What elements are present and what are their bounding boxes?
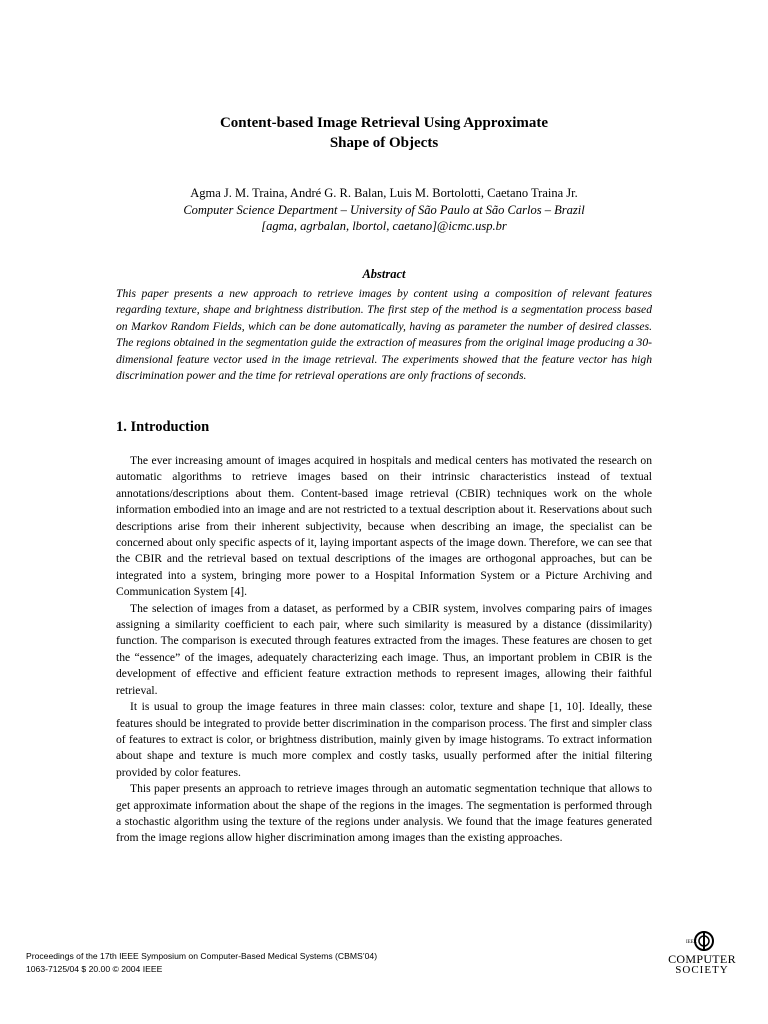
logo-line-2: SOCIETY — [675, 964, 729, 976]
author-block — [0, 185, 768, 235]
logo-line-1: COMPUTER — [668, 952, 736, 966]
logo-small-text: IEEE — [686, 940, 697, 945]
body-paragraph: This paper presents an approach to retrieve images through an automatic segmentation technique that allows to get approximate information about the shape of the regions in the images. The segmentation is performed through a stochastic algorithm using the texture of the regions under analysis. We found that the image features generated from the image regions allow higher discrimination among images than the existing approaches. — [116, 782, 652, 845]
footer-proceedings: Proceedings of the 17th IEEE Symposium on Computer-Based Medical Systems (CBMS’04) — [26, 951, 378, 961]
abstract-heading: Abstract — [362, 267, 406, 281]
introduction-body — [116, 453, 652, 847]
paper-title — [0, 113, 768, 153]
ieee-computer-society-logo-icon — [682, 930, 722, 952]
footer-copyright: 1063-7125/04 $ 20.00 © 2004 IEEE — [26, 963, 163, 974]
body-paragraph: It is usual to group the image features in three main classes: color, texture and shape [1, 10]. Ideally, these features should be integrated to provide better discrimination in the comparison process. The first and simpler class of features to extract is color, or brightness distribution, mainly given by image histograms. To extract information about shape and texture is much more complex and costly tasks, usually performed after the initial filtering provided by color features. — [116, 700, 652, 779]
author-affiliation: Computer Science Department – University of São Paulo at São Carlos – Brazil — [183, 202, 585, 217]
body-paragraph: The ever increasing amount of images acquired in hospitals and medical centers has motivated the research on automatic algorithms to retrieve images based on their intrinsic characteristics instead of textual annotations/descriptions about them. Content-based image retrieval (CBIR) techniques work on the whole information embodied into an image and are not restricted to a textual description about it. Reservations about such descriptions arise from their inherent subjectivity, because when describing an image, the specialist can be concerned about only specific aspects of it, laying important aspects of the image down. Therefore, we can see that the CBIR and the retrieval based on textual descriptions of the images are orthogonal approaches, but can be integrated into a system, bringing more power to a Hospital Information System or a Picture Archiving and Communication System [4]. — [116, 454, 652, 599]
body-paragraph: The selection of images from a dataset, as performed by a CBIR system, involves comparing pairs of images assigning a similarity coefficient to each pair, where such similarity is measured by a distance (dissimilarity) function. The comparison is executed through features extracted from the images. These features are chosen to get the “essence” of the images, adequately characterizing each image. Thus, an important problem in CBIR is the development of effective and efficient feature extraction methods to represent images, allowing their faithful retrieval. — [116, 601, 652, 697]
paper-title-line-2: Shape of Objects — [329, 135, 439, 151]
page-footer — [26, 950, 377, 975]
computer-society-logo — [660, 930, 744, 976]
paper-title-line-1: Content-based Image Retrieval Using Approximate — [219, 115, 549, 131]
abstract-text: This paper presents a new approach to retrieve images by content using a composition of relevant features regarding texture, shape and brightness distribution. The first step of the method is a segmentation process based on Markov Random Fields, which can be done automatically, having as parameter the number of desired classes. The regions obtained in the segmentation guide the extraction of measures from the original image producing a 30-dimensional feature vector used in the image retrieval. The experiments showed that the feature vector has high discrimination power and the time for retrieval operations are only fractions of seconds. — [116, 287, 652, 383]
author-email: [agma, agrbalan, lbortol, caetano]@icmc.usp.br — [261, 219, 507, 233]
section-heading-introduction: 1. Introduction — [116, 419, 210, 435]
author-names: Agma J. M. Traina, André G. R. Balan, Luis M. Bortolotti, Caetano Traina Jr. — [190, 186, 578, 200]
